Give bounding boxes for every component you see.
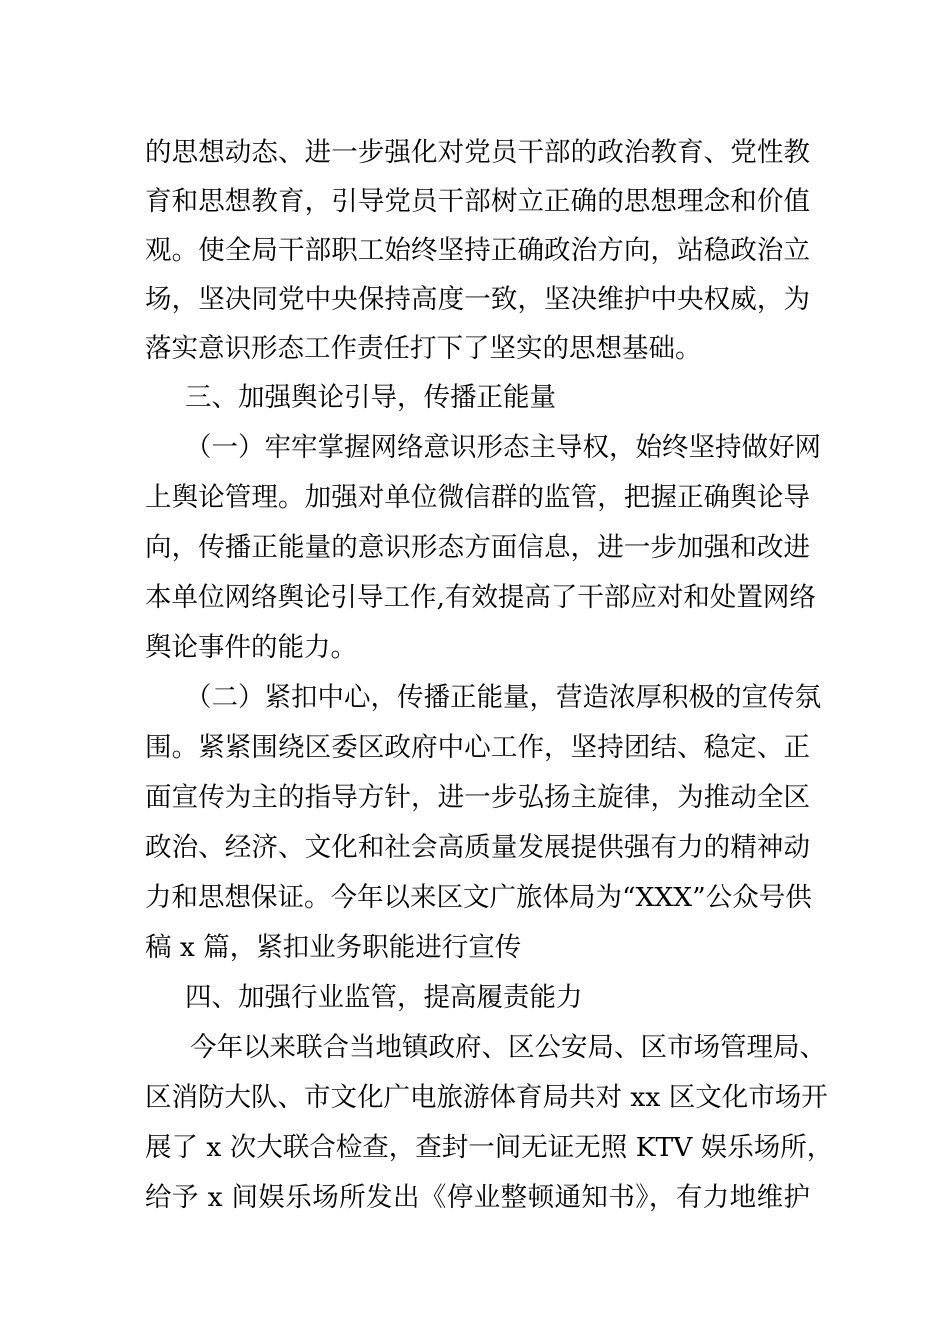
body-text-line: 政治、经济、文化和社会高质量发展提供强有力的精神动 xyxy=(145,832,810,863)
body-text-line: 的思想动态、进一步强化对党员干部的政治教育、党性教 xyxy=(145,137,810,168)
body-text-line: 向，传播正能量的意识形态方面信息，进一步加强和改进 xyxy=(145,532,810,563)
body-text-line: 面宣传为主的指导方针，进一步弘扬主旋律，为推动全区 xyxy=(145,782,810,813)
section-heading-4: 四、加强行业监管，提高履责能力 xyxy=(185,982,583,1013)
body-text-line: 本单位网络舆论引导工作,有效提高了干部应对和处置网络 xyxy=(145,582,816,613)
body-text-line: 力和思想保证。今年以来区文广旅体局为“XXX”公众号供 xyxy=(145,882,812,913)
body-text-line: 稿 x 篇，紧扣业务职能进行宣传 xyxy=(145,932,522,963)
body-text-line: 场，坚决同党中央保持高度一致，坚决维护中央权威，为 xyxy=(145,284,810,315)
body-text-line: 给予 x 间娱乐场所发出《停业整顿通知书》，有力地维护 xyxy=(145,1182,810,1213)
body-text-line: 落实意识形态工作责任打下了坚实的思想基础。 xyxy=(145,333,702,364)
paragraph-first-line: 今年以来联合当地镇政府、区公安局、区市场管理局、 xyxy=(190,1032,826,1063)
subsection-2-first-line: （二）紧扣中心，传播正能量，营造浓厚积极的宣传氛 xyxy=(185,682,821,713)
body-text-line: 上舆论管理。加强对单位微信群的监管，把握正确舆论导 xyxy=(145,482,810,513)
subsection-1-first-line: （一）牢牢掌握网络意识形态主导权，始终坚持做好网 xyxy=(185,432,821,463)
body-text-line: 观。使全局干部职工始终坚持正确政治方向，站稳政治立 xyxy=(145,235,810,266)
body-text-line: 展了 x 次大联合检查，查封一间无证无照 KTV 娱乐场所， xyxy=(145,1132,834,1163)
body-text-line: 舆论事件的能力。 xyxy=(145,632,357,663)
body-text-line: 育和思想教育，引导党员干部树立正确的思想理念和价值 xyxy=(145,186,810,217)
body-text-line: 区消防大队、市文化广电旅游体育局共对 xx 区文化市场开 xyxy=(145,1082,828,1113)
section-heading-3: 三、加强舆论引导，传播正能量 xyxy=(185,382,556,413)
body-text-line: 围。紧紧围绕区委区政府中心工作，坚持团结、稳定、正 xyxy=(145,732,810,763)
